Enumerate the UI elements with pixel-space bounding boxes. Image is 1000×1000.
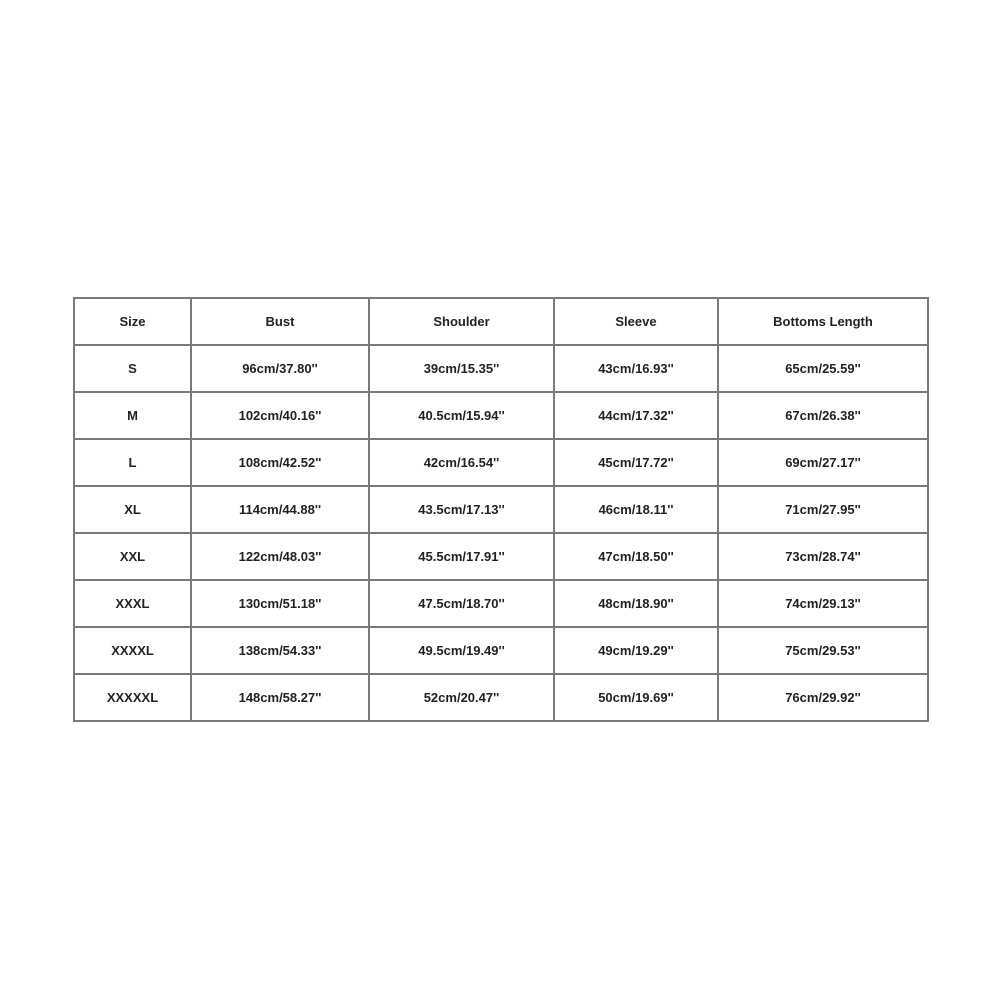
size-cell: XL: [74, 486, 191, 533]
header-cell: Bust: [191, 298, 369, 345]
bust-cell: 148cm/58.27'': [191, 674, 369, 721]
table-row: [74, 627, 928, 674]
size-cell: L: [74, 439, 191, 486]
size-cell: XXXL: [74, 580, 191, 627]
table-row: [74, 486, 928, 533]
bottoms-length-cell: 76cm/29.92'': [718, 674, 928, 721]
sleeve-cell: 44cm/17.32'': [554, 392, 718, 439]
shoulder-cell: 47.5cm/18.70'': [369, 580, 554, 627]
sleeve-cell: 48cm/18.90'': [554, 580, 718, 627]
shoulder-cell: 39cm/15.35'': [369, 345, 554, 392]
bust-cell: 130cm/51.18'': [191, 580, 369, 627]
size-cell: XXXXL: [74, 627, 191, 674]
sleeve-cell: 47cm/18.50'': [554, 533, 718, 580]
bust-cell: 122cm/48.03'': [191, 533, 369, 580]
shoulder-cell: 52cm/20.47'': [369, 674, 554, 721]
table-row: [74, 392, 928, 439]
bust-cell: 108cm/42.52'': [191, 439, 369, 486]
bust-cell: 102cm/40.16'': [191, 392, 369, 439]
bottoms-length-cell: 73cm/28.74'': [718, 533, 928, 580]
bottoms-length-cell: 67cm/26.38'': [718, 392, 928, 439]
shoulder-cell: 40.5cm/15.94'': [369, 392, 554, 439]
sleeve-cell: 45cm/17.72'': [554, 439, 718, 486]
sleeve-cell: 49cm/19.29'': [554, 627, 718, 674]
size-cell: S: [74, 345, 191, 392]
table-row: [74, 533, 928, 580]
table-row: [74, 345, 928, 392]
bust-cell: 114cm/44.88'': [191, 486, 369, 533]
size-chart-table: [73, 297, 929, 722]
bottoms-length-cell: 74cm/29.13'': [718, 580, 928, 627]
shoulder-cell: 42cm/16.54'': [369, 439, 554, 486]
header-cell: Size: [74, 298, 191, 345]
shoulder-cell: 45.5cm/17.91'': [369, 533, 554, 580]
header-cell: Shoulder: [369, 298, 554, 345]
table-row: [74, 674, 928, 721]
table-header-row: [74, 298, 928, 345]
bottoms-length-cell: 65cm/25.59'': [718, 345, 928, 392]
bottoms-length-cell: 71cm/27.95'': [718, 486, 928, 533]
size-cell: XXXXXL: [74, 674, 191, 721]
shoulder-cell: 49.5cm/19.49'': [369, 627, 554, 674]
size-cell: XXL: [74, 533, 191, 580]
sleeve-cell: 46cm/18.11'': [554, 486, 718, 533]
sleeve-cell: 50cm/19.69'': [554, 674, 718, 721]
shoulder-cell: 43.5cm/17.13'': [369, 486, 554, 533]
bust-cell: 138cm/54.33'': [191, 627, 369, 674]
size-cell: M: [74, 392, 191, 439]
bust-cell: 96cm/37.80'': [191, 345, 369, 392]
table-row: [74, 439, 928, 486]
header-cell: Sleeve: [554, 298, 718, 345]
bottoms-length-cell: 69cm/27.17'': [718, 439, 928, 486]
sleeve-cell: 43cm/16.93'': [554, 345, 718, 392]
header-cell: Bottoms Length: [718, 298, 928, 345]
bottoms-length-cell: 75cm/29.53'': [718, 627, 928, 674]
table-row: [74, 580, 928, 627]
